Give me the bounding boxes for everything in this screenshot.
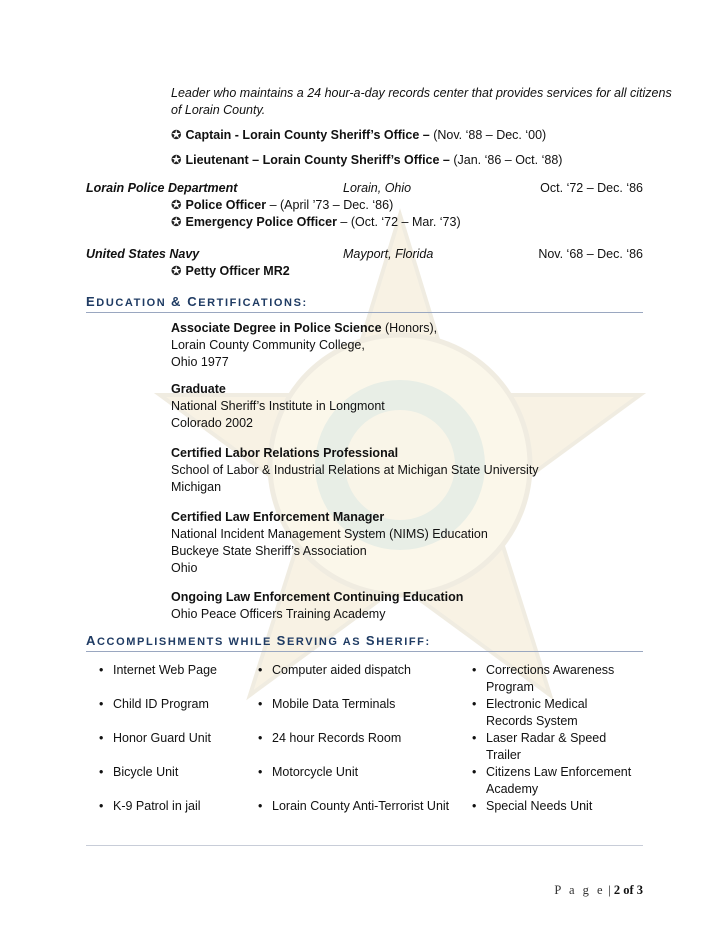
page-footer: P a g e | 2 of 3 [554,883,643,897]
list-item: • Child ID Program [99,697,209,711]
section-divider [86,312,643,313]
education-entry: Certified Labor Relations Professional School of Labor & Industrial Relations at Michigan State University Michigan [171,446,539,494]
star-bullet-icon: ✪ [171,264,182,278]
employer-lorain-pd: Lorain Police Department [86,181,238,195]
list-item: • Bicycle Unit [99,765,179,779]
section-divider [86,651,643,652]
employer-navy: United States Navy [86,247,200,261]
list-item: • Computer aided dispatch [258,663,411,677]
section-heading-accomplishments: ACCOMPLISHMENTS WHILE SERVING AS SHERIFF: [86,633,431,648]
role-emergency-officer: ✪ Emergency Police Officer – (Oct. ‘72 – Mar. ‘73) [171,215,461,229]
list-item: • K-9 Patrol in jail [99,799,201,813]
list-item: • Motorcycle Unit [258,765,359,779]
star-bullet-icon: ✪ [171,215,182,229]
education-entry: Certified Law Enforcement Manager National Incident Management System (NIMS) Education Buckeye State Sheriff’s Association Ohio [171,510,488,575]
star-bullet-icon: ✪ [171,198,182,212]
employer-dates: Oct. ‘72 – Dec. ‘86 [540,181,643,195]
employer-location: Lorain, Ohio [343,181,412,195]
list-item: • Lorain County Anti-Terrorist Unit [258,799,450,813]
star-bullet-icon: ✪ [171,128,182,142]
list-item: • Laser Radar & Speed Trailer [472,731,607,762]
role-lieutenant: ✪ Lieutenant – Lorain County Sheriff’s Office – (Jan. ‘86 – Oct. ‘88) [171,153,563,167]
list-item: • 24 hour Records Room [258,731,402,745]
role-police-officer: ✪ Police Officer – (April ’73 – Dec. ‘86) [171,198,394,212]
role-captain: ✪ Captain - Lorain County Sheriff’s Office – (Nov. ‘88 – Dec. ‘00) [171,128,547,142]
list-item: • Corrections Awareness Program [472,663,615,694]
star-bullet-icon: ✪ [171,153,182,167]
employer-dates: Nov. ‘68 – Dec. ‘86 [538,247,643,261]
education-entry: Associate Degree in Police Science (Honors), Lorain County Community College, Ohio 1977 [171,321,438,369]
intro-line-2: of Lorain County. [171,103,266,117]
footer-divider [86,845,643,846]
intro-line-1: Leader who maintains a 24 hour-a-day records center that provides services for all citizens [171,86,672,100]
list-item: • Citizens Law Enforcement Academy [472,765,632,796]
section-heading-education: EDUCATION & CERTIFICATIONS: [86,294,308,309]
list-item: • Special Needs Unit [472,799,593,813]
education-entry: Ongoing Law Enforcement Continuing Education Ohio Peace Officers Training Academy [171,590,464,621]
list-item: • Honor Guard Unit [99,731,211,745]
employer-location: Mayport, Florida [343,247,434,261]
list-item: • Mobile Data Terminals [258,697,396,711]
role-petty-officer: ✪ Petty Officer MR2 [171,264,290,278]
list-item: • Internet Web Page [99,663,218,677]
education-entry: Graduate National Sheriff’s Institute in Longmont Colorado 2002 [171,382,385,430]
list-item: • Electronic Medical Records System [472,697,588,728]
